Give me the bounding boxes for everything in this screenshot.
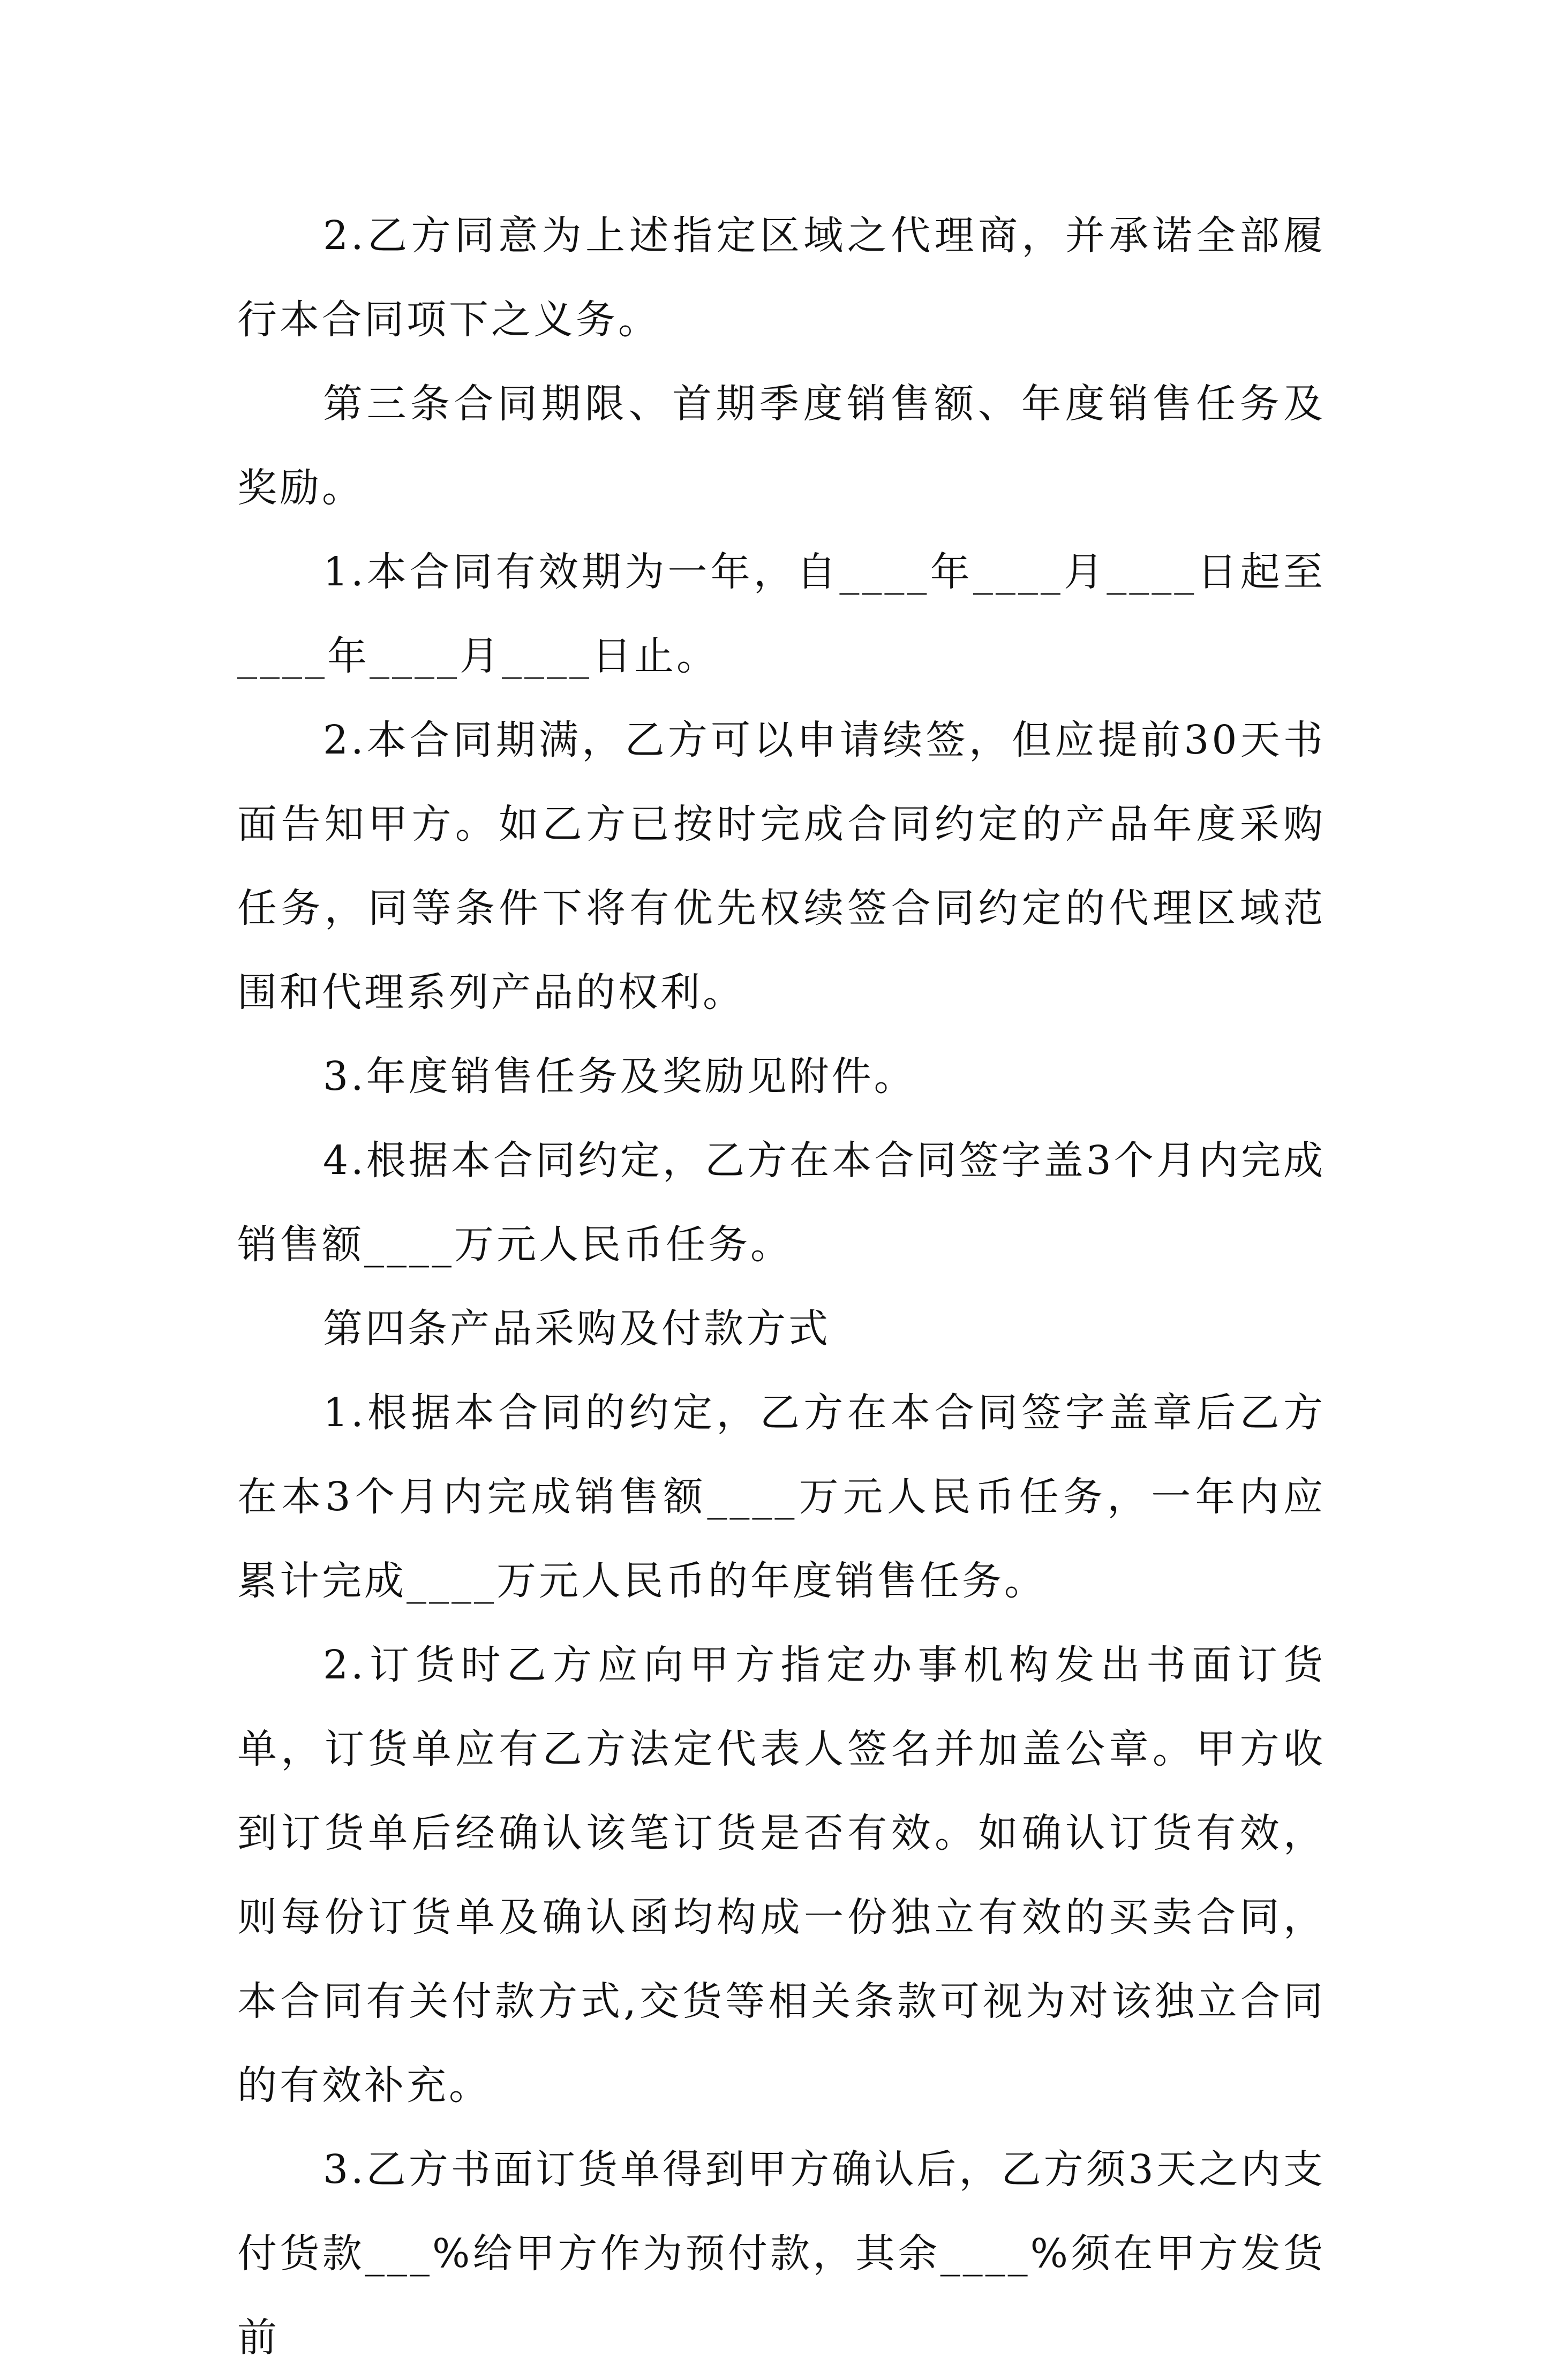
paragraph-payment-terms: 3.乙方书面订货单得到甲方确认后，乙方须3天之内支付货款___%给甲方作为预付款，其余____%须在甲方发货前: [237, 2146, 1326, 2361]
paragraph-renewal: 2.本合同期满，乙方可以申请续签，但应提前30天书面告知甲方。如乙方已按时完成合同约定的产品年度采购任务，同等条件下将有优先权续签合同约定的代理区域范围和代理系列产品的权利。: [237, 717, 1326, 1015]
paragraph-purchase-targets: 1.根据本合同的约定，乙方在本合同签字盖章后乙方在本3个月内完成销售额____万元人民币任务，一年内应累计完成____万元人民币的年度销售任务。: [237, 1390, 1326, 1604]
paragraph-annual-tasks: 3.年度销售任务及奖励见附件。: [323, 1053, 916, 1099]
heading-article-3: 第三条合同期限、首期季度销售额、年度销售任务及奖励。: [237, 381, 1326, 511]
heading-article-4: 第四条产品采购及付款方式: [323, 1306, 831, 1352]
paragraph-order-procedure: 2.订货时乙方应向甲方指定办事机构发出书面订货单，订货单应有乙方法定代表人签名并加盖公章。甲方收到订货单后经确认该笔订货是否有效。如确认订货有效，则每份订货单及确认函均构成一份独立有效的买卖合同，本合同有关付款方式,交货等相关条款可视为对该独立合同的有效补充。: [237, 1642, 1326, 2108]
paragraph-contract-term: 1.本合同有效期为一年，自____年____月____日起至____年____月____日止。: [237, 549, 1326, 679]
paragraph-first-quarter-sales: 4.根据本合同约定，乙方在本合同签字盖3个月内完成销售额____万元人民币任务。: [237, 1138, 1326, 1268]
paragraph-clause-2-agent-acceptance: 2.乙方同意为上述指定区域之代理商，并承诺全部履行本合同项下之义务。: [237, 213, 1326, 343]
document-body: [237, 194, 1326, 2380]
